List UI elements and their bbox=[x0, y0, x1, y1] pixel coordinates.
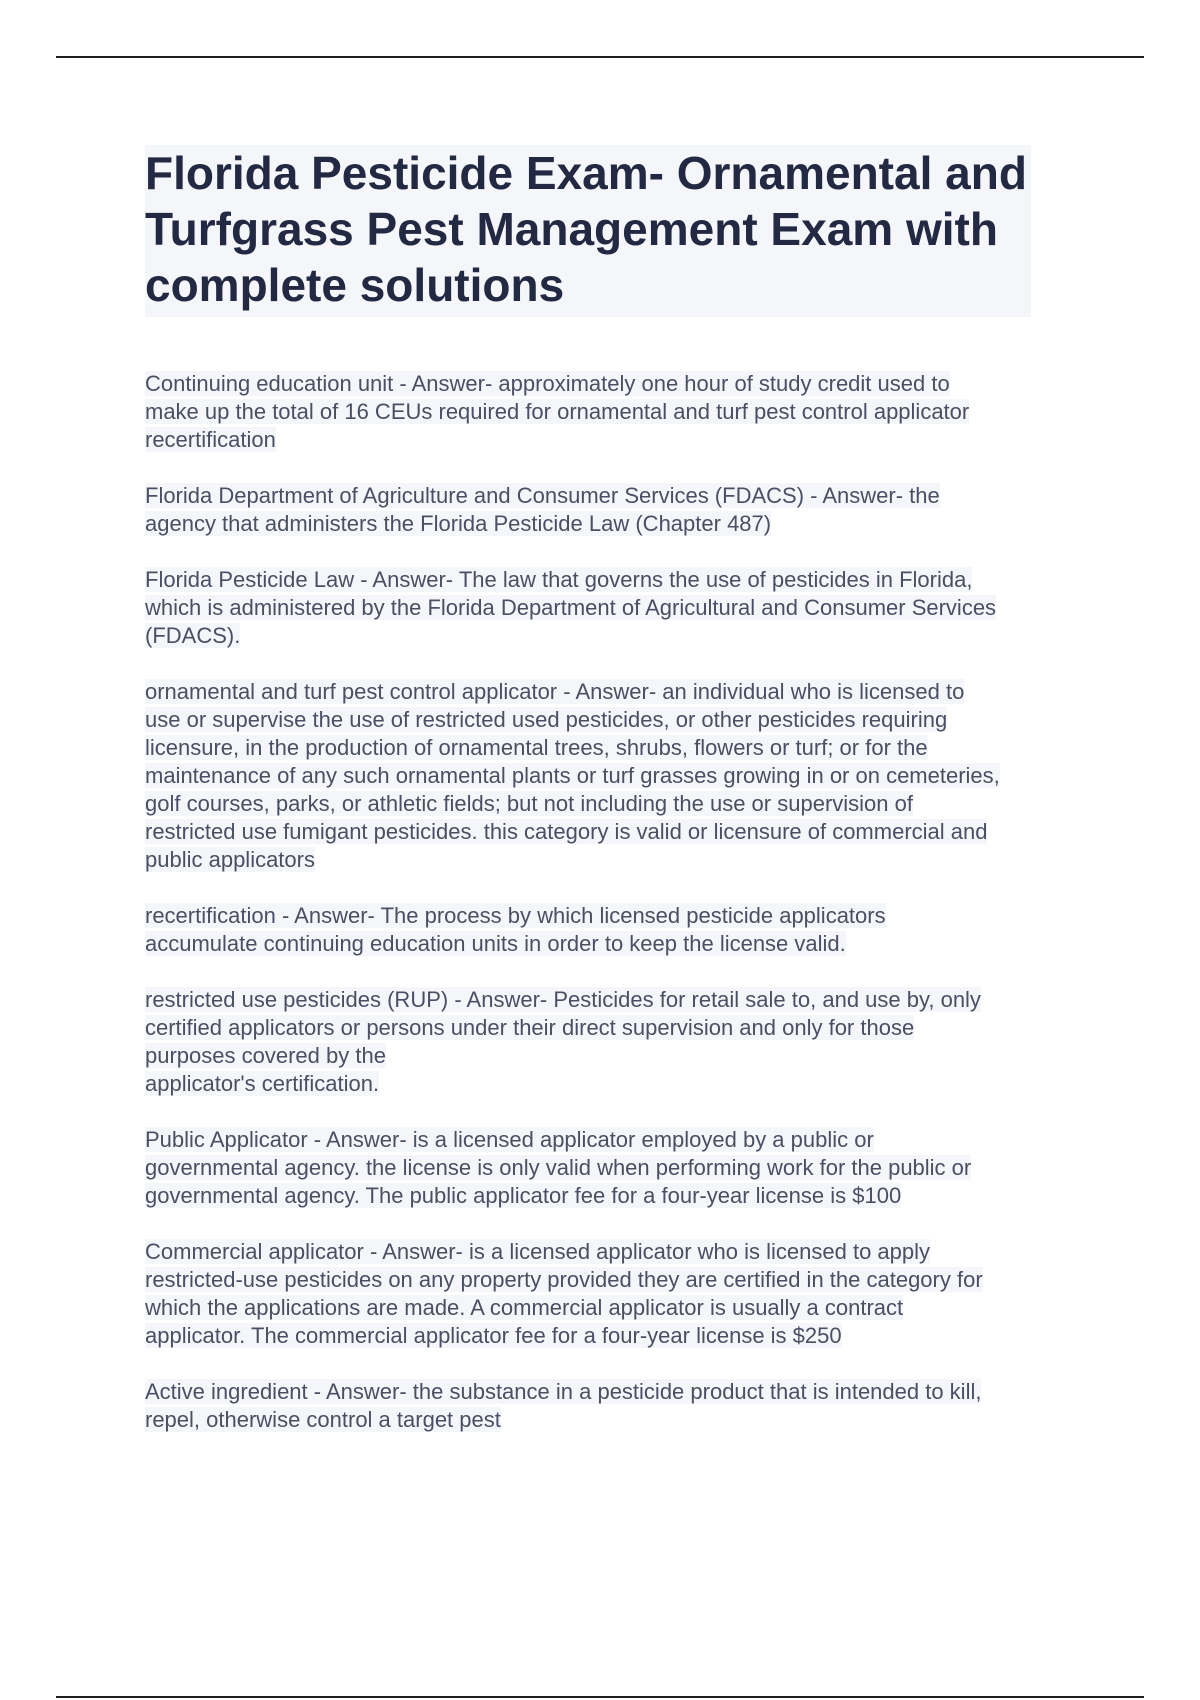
title-line: Florida Pesticide Exam- Ornamental and bbox=[145, 147, 1027, 199]
entry-line: recertification bbox=[145, 427, 276, 452]
entry-line: ornamental and turf pest control applicator - Answer- an individual who is licensed to bbox=[145, 679, 965, 704]
qa-list bbox=[145, 370, 1090, 1434]
entry-line: Commercial applicator - Answer- is a licensed applicator who is licensed to apply bbox=[145, 1239, 931, 1264]
entry-line: governmental agency. The public applicator fee for a four-year license is $100 bbox=[145, 1183, 902, 1208]
entry-line: Active ingredient - Answer- the substance in a pesticide product that is intended to kill, bbox=[145, 1379, 982, 1404]
entry-line: repel, otherwise control a target pest bbox=[145, 1407, 501, 1432]
qa-entry-ornamental-turf-applicator bbox=[145, 678, 1090, 874]
entry-line: accumulate continuing education units in order to keep the license valid. bbox=[145, 931, 846, 956]
entry-line: recertification - Answer- The process by which licensed pesticide applicators bbox=[145, 903, 886, 928]
qa-entry-continuing-education-unit bbox=[145, 370, 1090, 454]
entry-line: use or supervise the use of restricted used pesticides, or other pesticides requiring bbox=[145, 707, 948, 732]
entry-line: applicator. The commercial applicator fee for a four-year license is $250 bbox=[145, 1323, 842, 1348]
entry-line: Florida Department of Agriculture and Consumer Services (FDACS) - Answer- the bbox=[145, 483, 940, 508]
top-divider bbox=[56, 56, 1144, 58]
entry-line: maintenance of any such ornamental plants or turf grasses growing in or on cemeteries, bbox=[145, 763, 1000, 788]
qa-entry-recertification bbox=[145, 902, 1090, 958]
entry-line: Florida Pesticide Law - Answer- The law that governs the use of pesticides in Florida, bbox=[145, 567, 973, 592]
entry-line: which the applications are made. A commercial applicator is usually a contract bbox=[145, 1295, 904, 1320]
entry-line: golf courses, parks, or athletic fields; but not including the use or supervision of bbox=[145, 791, 913, 816]
entry-line: restricted use fumigant pesticides. this category is valid or licensure of commercial and bbox=[145, 819, 988, 844]
entry-line: which is administered by the Florida Department of Agricultural and Consumer Services bbox=[145, 595, 997, 620]
qa-entry-public-applicator bbox=[145, 1126, 1090, 1210]
entry-line: restricted-use pesticides on any property provided they are certified in the category for bbox=[145, 1267, 983, 1292]
title-line: complete solutions bbox=[145, 259, 565, 311]
entry-line: governmental agency. the license is only valid when performing work for the public or bbox=[145, 1155, 972, 1180]
qa-entry-commercial-applicator bbox=[145, 1238, 1090, 1350]
document-body bbox=[145, 145, 1090, 1462]
entry-line: licensure, in the production of ornamental trees, shrubs, flowers or turf; or for the bbox=[145, 735, 928, 760]
entry-line: applicator's certification. bbox=[145, 1071, 380, 1096]
entry-line: restricted use pesticides (RUP) - Answer- Pesticides for retail sale to, and use by, only bbox=[145, 987, 981, 1012]
title-line: Turfgrass Pest Management Exam with bbox=[145, 203, 998, 255]
qa-entry-active-ingredient bbox=[145, 1378, 1090, 1434]
qa-entry-florida-pesticide-law bbox=[145, 566, 1090, 650]
entry-line: Public Applicator - Answer- is a licensed applicator employed by a public or bbox=[145, 1127, 874, 1152]
entry-line: purposes covered by the bbox=[145, 1043, 386, 1068]
bottom-divider bbox=[56, 1696, 1144, 1698]
qa-entry-restricted-use-pesticides bbox=[145, 986, 1090, 1098]
entry-line: Continuing education unit - Answer- approximately one hour of study credit used to bbox=[145, 371, 950, 396]
entry-line: public applicators bbox=[145, 847, 315, 872]
entry-line: agency that administers the Florida Pesticide Law (Chapter 487) bbox=[145, 511, 772, 536]
entry-line: make up the total of 16 CEUs required for ornamental and turf pest control applicator bbox=[145, 399, 970, 424]
entry-line: (FDACS). bbox=[145, 623, 241, 648]
document-title bbox=[145, 145, 1031, 317]
qa-entry-fdacs bbox=[145, 482, 1090, 538]
entry-line: certified applicators or persons under their direct supervision and only for those bbox=[145, 1015, 915, 1040]
